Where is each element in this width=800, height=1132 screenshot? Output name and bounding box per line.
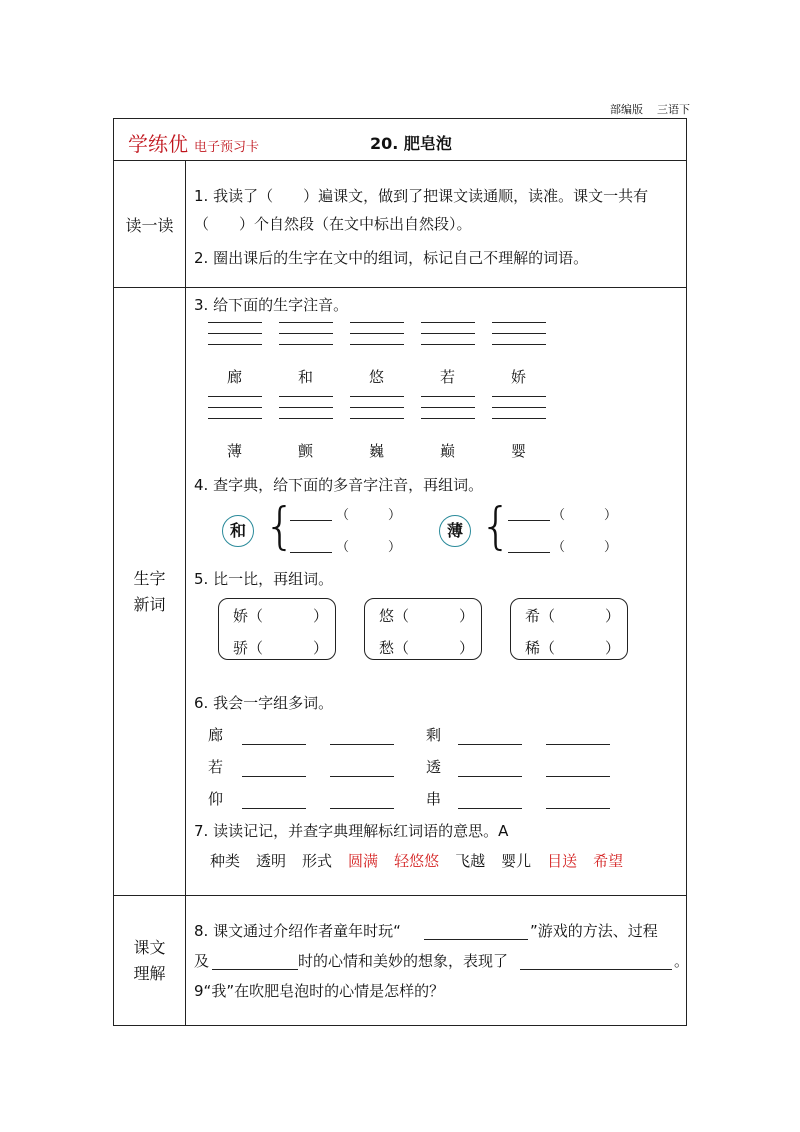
pinyin-guide-line[interactable]: [208, 418, 262, 419]
polyphone-circle-2: 薄: [439, 515, 471, 547]
pinyin-guide-line[interactable]: [208, 344, 262, 345]
vocab-word: 形式: [302, 852, 333, 870]
brand-logo-text: 学练优: [128, 132, 188, 156]
answer-line[interactable]: [546, 744, 610, 745]
vocab-word: 圆满: [348, 852, 379, 870]
understand-label-text: 课文理解: [133, 937, 166, 983]
character-2-1: 薄: [227, 442, 243, 460]
multi-character: 仰: [208, 790, 224, 808]
multi-character: 剩: [426, 726, 442, 744]
brace-2: {: [480, 497, 512, 555]
pinyin-paren: （ ）: [552, 540, 618, 555]
pinyin-guide-line[interactable]: [350, 418, 404, 419]
pinyin-guide-line[interactable]: [492, 333, 546, 334]
character-1-4: 若: [440, 368, 456, 386]
answer-line[interactable]: [458, 808, 522, 809]
multi-character: 串: [426, 790, 442, 808]
section-label-read: 读一读: [114, 161, 186, 288]
answer-line[interactable]: [546, 776, 610, 777]
pinyin-guide-line[interactable]: [492, 322, 546, 323]
polyphone-circle-1: 和: [222, 515, 254, 547]
answer-line[interactable]: [242, 776, 306, 777]
compare-close-paren: ）: [459, 639, 475, 657]
multi-character: 透: [426, 758, 442, 776]
words-label-text: 生字新词: [133, 568, 166, 614]
compare-close-paren: ）: [605, 607, 621, 625]
answer-line-express[interactable]: [520, 969, 672, 970]
words-section: [186, 288, 687, 896]
answer-line-game[interactable]: [424, 939, 528, 940]
question-8-part1: 8. 课文通过介绍作者童年时玩“: [194, 922, 401, 940]
character-2-3: 巍: [369, 442, 385, 460]
title-row: [114, 119, 687, 161]
pinyin-guide-line[interactable]: [208, 322, 262, 323]
answer-line[interactable]: [290, 520, 332, 521]
question-8-part3: 及: [194, 952, 210, 970]
pinyin-guide-line[interactable]: [421, 344, 475, 345]
compare-box-1: [218, 598, 336, 660]
pinyin-guide-line[interactable]: [421, 407, 475, 408]
section-label-words: [114, 288, 186, 896]
character-1-1: 廊: [227, 368, 243, 386]
vocab-word: 希望: [593, 852, 624, 870]
pinyin-guide-line[interactable]: [279, 322, 333, 323]
pinyin-guide-line[interactable]: [279, 344, 333, 345]
question-9: 9“我”在吹肥皂泡时的心情是怎样的？: [194, 982, 445, 1000]
answer-line[interactable]: [330, 744, 394, 745]
compare-box-3: [510, 598, 628, 660]
question-8-part2: ”游戏的方法、过程: [530, 922, 658, 940]
answer-line[interactable]: [242, 744, 306, 745]
compare-box-2: [364, 598, 482, 660]
character-1-2: 和: [298, 368, 314, 386]
question-3: 3. 给下面的生字注音。: [194, 296, 349, 314]
pinyin-guide-line[interactable]: [421, 333, 475, 334]
answer-line[interactable]: [508, 520, 550, 521]
pinyin-guide-line[interactable]: [279, 418, 333, 419]
vocab-word: 婴儿: [501, 852, 532, 870]
brace-1: {: [264, 497, 296, 555]
vocab-word: 轻悠悠: [394, 852, 440, 870]
compare-close-paren: ）: [313, 639, 329, 657]
pinyin-guide-line[interactable]: [208, 407, 262, 408]
pinyin-guide-line[interactable]: [492, 396, 546, 397]
compare-item[interactable]: 稀（: [525, 639, 556, 657]
answer-line[interactable]: [242, 808, 306, 809]
compare-item[interactable]: 悠（: [379, 607, 410, 625]
compare-close-paren: ）: [605, 639, 621, 657]
vocab-word: 透明: [256, 852, 287, 870]
question-1a: 1. 我读了（ ）遍课文，做到了把课文读通顺，读准。课文一共有: [194, 187, 649, 205]
pinyin-guide-line[interactable]: [279, 396, 333, 397]
compare-item[interactable]: 娇（: [233, 607, 264, 625]
pinyin-guide-line[interactable]: [350, 396, 404, 397]
answer-line[interactable]: [290, 552, 332, 553]
pinyin-guide-line[interactable]: [421, 322, 475, 323]
compare-close-paren: ）: [459, 607, 475, 625]
pinyin-guide-line[interactable]: [492, 344, 546, 345]
pinyin-paren: （ ）: [336, 508, 402, 523]
answer-line[interactable]: [458, 776, 522, 777]
pinyin-guide-line[interactable]: [350, 344, 404, 345]
understand-section: [186, 896, 690, 1026]
character-1-3: 悠: [369, 368, 385, 386]
read-section: [186, 161, 687, 288]
answer-line[interactable]: [508, 552, 550, 553]
answer-line[interactable]: [330, 808, 394, 809]
pinyin-guide-line[interactable]: [492, 418, 546, 419]
vocab-word: 飞越: [455, 852, 486, 870]
answer-line[interactable]: [458, 744, 522, 745]
question-6: 6. 我会一字组多词。: [194, 694, 334, 712]
character-2-4: 巅: [440, 442, 456, 460]
answer-line[interactable]: [330, 776, 394, 777]
vocab-row: [210, 850, 639, 871]
pinyin-guide-line[interactable]: [421, 418, 475, 419]
character-1-5: 娇: [511, 368, 527, 386]
preview-card-table: [113, 118, 690, 1026]
pinyin-guide-line[interactable]: [279, 333, 333, 334]
answer-line[interactable]: [546, 808, 610, 809]
answer-line-when[interactable]: [212, 969, 298, 970]
compare-close-paren: ）: [313, 607, 329, 625]
character-2-2: 颤: [298, 442, 314, 460]
multi-character: 若: [208, 758, 224, 776]
question-5: 5. 比一比，再组词。: [194, 570, 334, 588]
section-label-understand: [114, 896, 186, 1026]
pinyin-paren: （ ）: [336, 540, 402, 555]
edition-label: 部编版: [610, 103, 643, 116]
lesson-title: 20. 肥皂泡: [370, 134, 452, 153]
compare-item[interactable]: 愁（: [379, 639, 410, 657]
pinyin-guide-line[interactable]: [279, 407, 333, 408]
question-8-part5: 。: [674, 952, 690, 970]
pinyin-guide-line[interactable]: [421, 396, 475, 397]
multi-character: 廊: [208, 726, 224, 744]
pinyin-paren: （ ）: [552, 508, 618, 523]
card-subtitle: 电子预习卡: [194, 140, 260, 155]
question-4: 4. 查字典，给下面的多音字注音，再组词。: [194, 476, 484, 494]
pinyin-guide-line[interactable]: [208, 333, 262, 334]
pinyin-guide-line[interactable]: [350, 322, 404, 323]
question-1b: （ ）个自然段（在文中标出自然段）。: [194, 215, 472, 233]
pinyin-guide-line[interactable]: [350, 407, 404, 408]
vocab-word: 种类: [210, 852, 241, 870]
question-2: 2. 圈出课后的生字在文中的组词，标记自己不理解的词语。: [194, 249, 589, 267]
grade-label: 三语下: [657, 103, 690, 116]
compare-item[interactable]: 骄（: [233, 639, 264, 657]
pinyin-guide-line[interactable]: [350, 333, 404, 334]
edition-header: [596, 101, 690, 117]
character-2-5: 婴: [511, 442, 527, 460]
question-8-part4: 时的心情和美妙的想象，表现了: [298, 952, 509, 970]
question-7: 7. 读读记记，并查字典理解标红词语的意思。A: [194, 822, 509, 840]
pinyin-guide-line[interactable]: [208, 396, 262, 397]
pinyin-guide-line[interactable]: [492, 407, 546, 408]
vocab-word: 目送: [547, 852, 578, 870]
compare-item[interactable]: 希（: [525, 607, 556, 625]
